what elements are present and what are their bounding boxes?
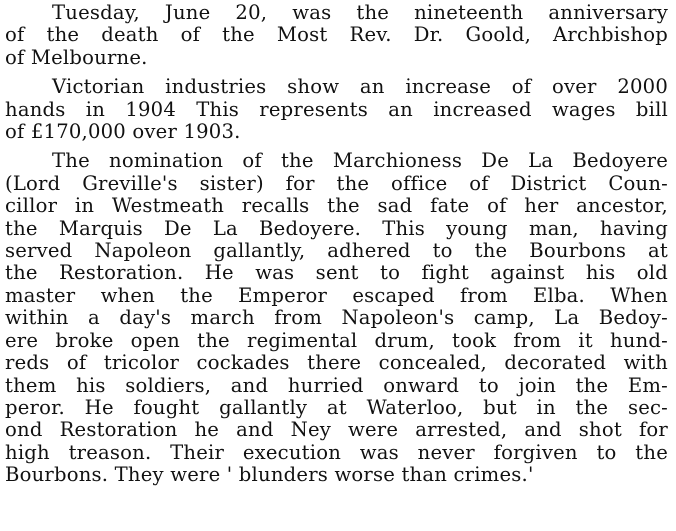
text-line: The nomination of the Marchioness De La Bedoyere <box>52 149 668 173</box>
text-line: Tuesday, June 20, was the nineteenth anniversary <box>52 1 668 24</box>
text-line: the Marquis De La Bedoyere. This young man, having <box>5 216 668 240</box>
text-line: master when the Emperor escaped from Elba. When <box>5 283 668 307</box>
text-line: ere broke open the regimental drum, took from it hund- <box>5 328 668 352</box>
text-line: ond Restoration he and Ney were arrested, and shot for <box>5 418 668 442</box>
text-line: hands in 1904 This represents an increased wages bill <box>5 97 668 121</box>
paragraph-bedoyere-nomination <box>5 150 668 486</box>
text-line: peror. He fought gallantly at Waterloo, but in the sec- <box>5 395 668 419</box>
paragraph-victorian-industries <box>5 76 668 143</box>
text-line: Bourbons. They were ' blunders worse than crimes.' <box>5 463 534 487</box>
text-line: served Napoleon gallantly, adhered to the Bourbons at <box>5 239 668 263</box>
text-line: them his soldiers, and hurried onward to join the Em- <box>5 373 668 397</box>
text-line: the Restoration. He was sent to fight against his old <box>5 261 668 285</box>
text-line: of Melbourne. <box>5 45 148 69</box>
text-line: reds of tricolor cockades there concealed, decorated with <box>5 351 668 375</box>
text-line: within a day's march from Napoleon's camp, La Bedoy- <box>5 306 668 330</box>
text-line: (Lord Greville's sister) for the office of District Coun- <box>5 171 668 195</box>
paragraph-goold-anniversary <box>5 2 668 69</box>
text-line: Victorian industries show an increase of over 2000 <box>52 75 668 99</box>
text-line: of the death of the Most Rev. Dr. Goold, Archbishop <box>5 23 668 47</box>
text-line: of £170,000 over 1903. <box>5 120 241 144</box>
text-line: cillor in Westmeath recalls the sad fate of her ancestor, <box>5 194 668 218</box>
text-line: high treason. Their execution was never forgiven to the <box>5 440 668 464</box>
